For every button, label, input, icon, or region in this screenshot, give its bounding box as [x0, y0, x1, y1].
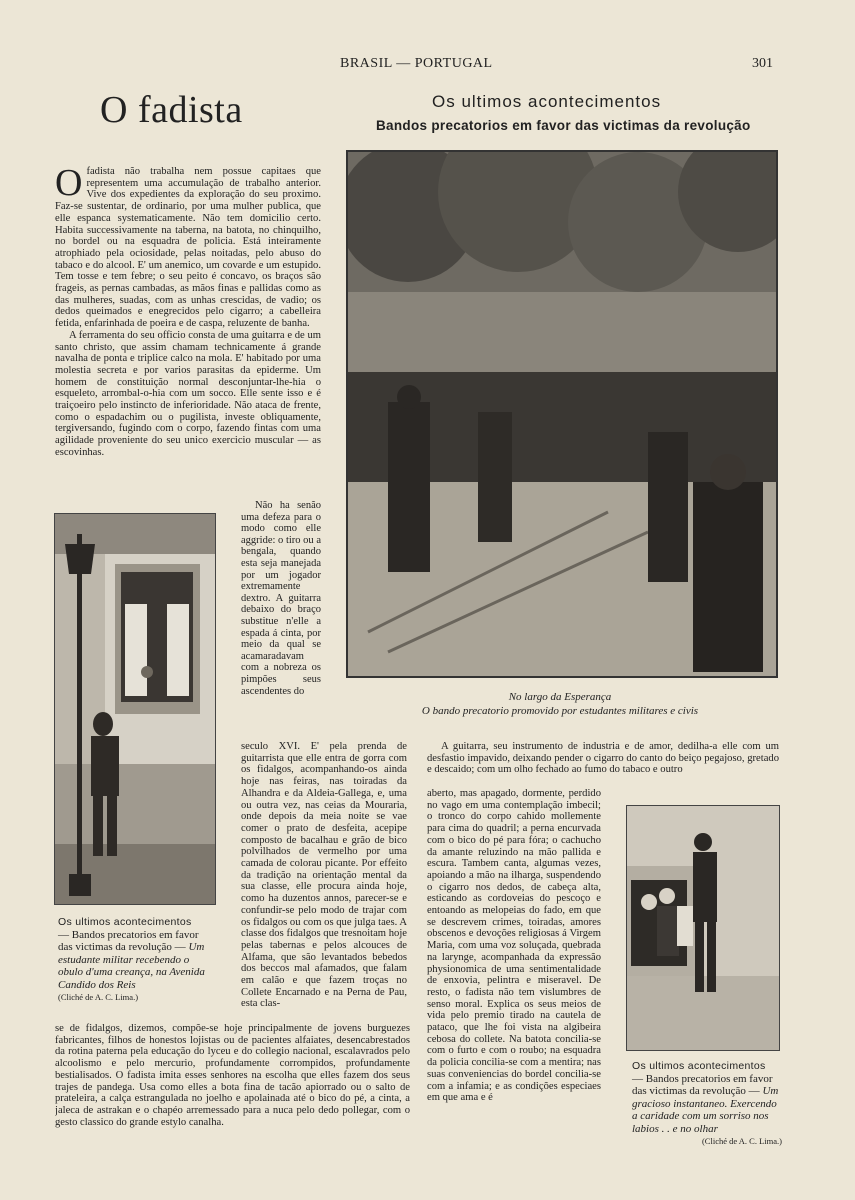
main-caption-line2: O bando precatorio promovido por estudantes militares e civis — [421, 705, 699, 717]
bottom-paragraph: se de fidalgos, dizemos, compõe-se hoje principalmente de jovens burguezes fabricantes, filhos de honestos lojistas ou de pacientes alfaiates, desencabrestados da rotina paterna pela educação do lyceu e do collegio nacional, escalavrados pelo alcoolismo e pelo mercurio, profundamente corrompidos, profundamente bestialisados. O fadista imita esses senhores na escolha que elles fazem dos seus trajes de pandega. Usa como elles a bota fina de tacão apiorrado ou o salto de prateleira, a calça estrangulada no joelho e apolainada até o bico do pé, a cinta, a jaleca de astrakan e o chapéo arremessado para a nuca pelo dedo pollegar, com o gesto classico do grande estylo canalha. — [55, 1023, 410, 1128]
right-caption-heading: Os ultimos acontecimentos — [632, 1060, 766, 1072]
article-paragraph — [55, 166, 321, 330]
main-news-photo — [346, 150, 778, 678]
paragraph-text: fadista não trabalha nem possue capitaes que representem uma accumulação de trabalho anterior. Vive dos expedientes da exploração do seu proximo. Faz-se sustentar, de ordinario, por uma mulher publica, que elle espanca systematicamente. Não tem domicilio certo. Habita successivamente na taberna, na batota, no chinquilho, no bordel ou na esquadra de policia. Está inteiramente atrophiado pela ociosidade, pelas noitadas, pelo abuso do tabaco e do alcool. E' um anemico, um covarde e um estupido. Tem tosse e tem febre; o seu peito é concavo, os braços são frageis, as pernas cambadas, as mãos finas e pallidas como as das mulheres, suadas, com as unhas crescidas, de vadio; os dedos queimados e enegrecidos pelo cigarro; a cabelleira fetida, enfarinhada de poeira e de caspa, reluzente de banha. — [55, 166, 321, 330]
mid-paragraph: seculo XVI. E' pela prenda de guitarrista que elle entra de gorra com os fidalgos, acompanhando-os ainda hoje nas feiras, nas toiradas da Alhandra e da Aldeia-Gallega, e, uma ou outra vez, nas ceias da Mouraria, onde depois da meia noite se vae comer o prato de desfeita, acepipe composto de bacalhau e grão de bico polvilhados de vermelho por uma camada de colorau picante. Por effeito da tradição na orientação mental da sua classe, elle procura ainda hoje, como ha duzentos annos, parecer-se e confundir-se pelo modo de trajar com os fidalgos ou com os que julga taes. A classe dos fidalgos que tresnoitam hoje pelas tabernas e pelos alcouces de Alfama, que são levantados bebedos dos beccos mal afamados, que falam em calão e que fazem troças no Collete Encarnado e na Perna de Pau, esta clas- — [241, 741, 407, 1010]
procession-image — [348, 152, 776, 676]
left-caption-text: — Bandos precatorios em favor das victimas da revolução — — [58, 928, 199, 953]
left-photo-credit: (Cliché de A. C. Lima.) — [58, 992, 139, 1002]
street-scene-image — [55, 514, 215, 904]
main-caption-line1: No largo da Esperança — [508, 691, 612, 703]
news-subtitle: Bandos precatorios em favor das victimas da revolução — [376, 118, 751, 133]
main-photo-caption — [346, 690, 774, 718]
article-mid-column — [241, 741, 407, 1021]
left-caption-heading: Os ultimos acontecimentos — [58, 916, 192, 928]
right-photo — [626, 805, 780, 1051]
running-head: BRASIL — PORTUGAL — [340, 56, 493, 71]
article-narrow-column — [241, 500, 321, 745]
article-title: O fadista — [100, 89, 243, 131]
dropcap: O — [55, 166, 83, 204]
article-column-top — [55, 166, 321, 506]
right-photo-credit: (Cliché de A. C. Lima.) — [701, 1136, 782, 1146]
right-paragraph-top: A guitarra, seu instrumento de industria e de amor, dedilha-a elle com um desfastio impavido, deixando pender o cigarro do canto do beiço pegajoso, gretado e descaido; com um olho fechado ao fumo do tabaco e outro — [427, 741, 779, 776]
right-narrow-column — [427, 788, 601, 1194]
left-photo-caption — [58, 916, 214, 1004]
right-caption-text: — Bandos precatorios em favor das victimas da revolução — — [632, 1072, 773, 1097]
page-number: 301 — [752, 56, 773, 71]
charity-scene-image — [627, 806, 779, 1050]
news-title: Os ultimos acontecimentos — [432, 92, 662, 111]
article-paragraph: A ferramenta do seu officio consta de uma guitarra e de um santo christo, que assim chamam technicamente á grande navalha de ponta e triplice calco na mola. E' habitado por uma molestia secreta e por varios parasitas da epiderme. Um homem de constituição normal desconjuntar-lhe-hia o esqueleto, arrombal-o-hia com um socco. Elle sente isso e é traiçoeiro pelo instincto de inferioridade. Não ataca de frente, como o espadachim ou o pugilista, investe obliquamente, tergiversando, fugindo com o corpo, fazendo fintas com uma agilidade proveniente do seu unico exercicio muscular — as escovinhas. — [55, 329, 321, 458]
narrow-paragraph: Não ha senão uma defeza para o modo como elle aggride: o tiro ou a bengala, quando esta seja manejada por um jogador extremamente dextro. A guitarra debaixo do braço substitue n'elle a espada á cinta, por meio da qual se acamaradavam com a nobreza os pimpões seus ascendentes do — [241, 500, 321, 697]
left-photo — [54, 513, 216, 905]
right-caption-italic: Um gracioso instantaneo. Exercendo a caridade com um sorriso nos labios . . e no olhar — [632, 1085, 779, 1135]
left-caption-italic: Um estudante militar recebendo o obulo d'uma creança, na Avenida Candido dos Reis — [58, 941, 205, 991]
right-narrow-paragraph: aberto, mas apagado, dormente, perdido no vago em uma contemplação imbecil; o tronco do corpo cahido mollemente para cima do quadril; a perna encurvada com o bico do pé para fóra; o cachucho da amante reluzindo na mão pallida e escura. Tambem canta, algumas vezes, apoiando a mão na ilharga, suspendendo o cigarro nos dedos, de cabeça alta, esticando as cordoveias do pescoço e entoando as melopeias do fado, em que se descrevem crimes, toiradas, amores obscenos e devoções religiosas á Virgem Maria, com uma voz soluçada, quebrada na larynge, acompanhada da expressão physionomica de uma sentimentalidade de enxovia, pelintra e miseravel. De resto, o fadista não tem vislumbres de senso moral. Explica os seus meios de vida pelo premio tirado na cautela de pataco, que lhe foi vista na algibeira cebosa do collete. Na batota concilia-se com o furto e com o roubo; na esquadra da policia concilia-se com a mentira; nas suas conveniencias do bordel concilia-se com a infamia; e as condições especiaes em que ama e é — [427, 788, 601, 1104]
right-photo-caption — [632, 1060, 782, 1148]
article-bottom-column — [55, 1023, 410, 1147]
